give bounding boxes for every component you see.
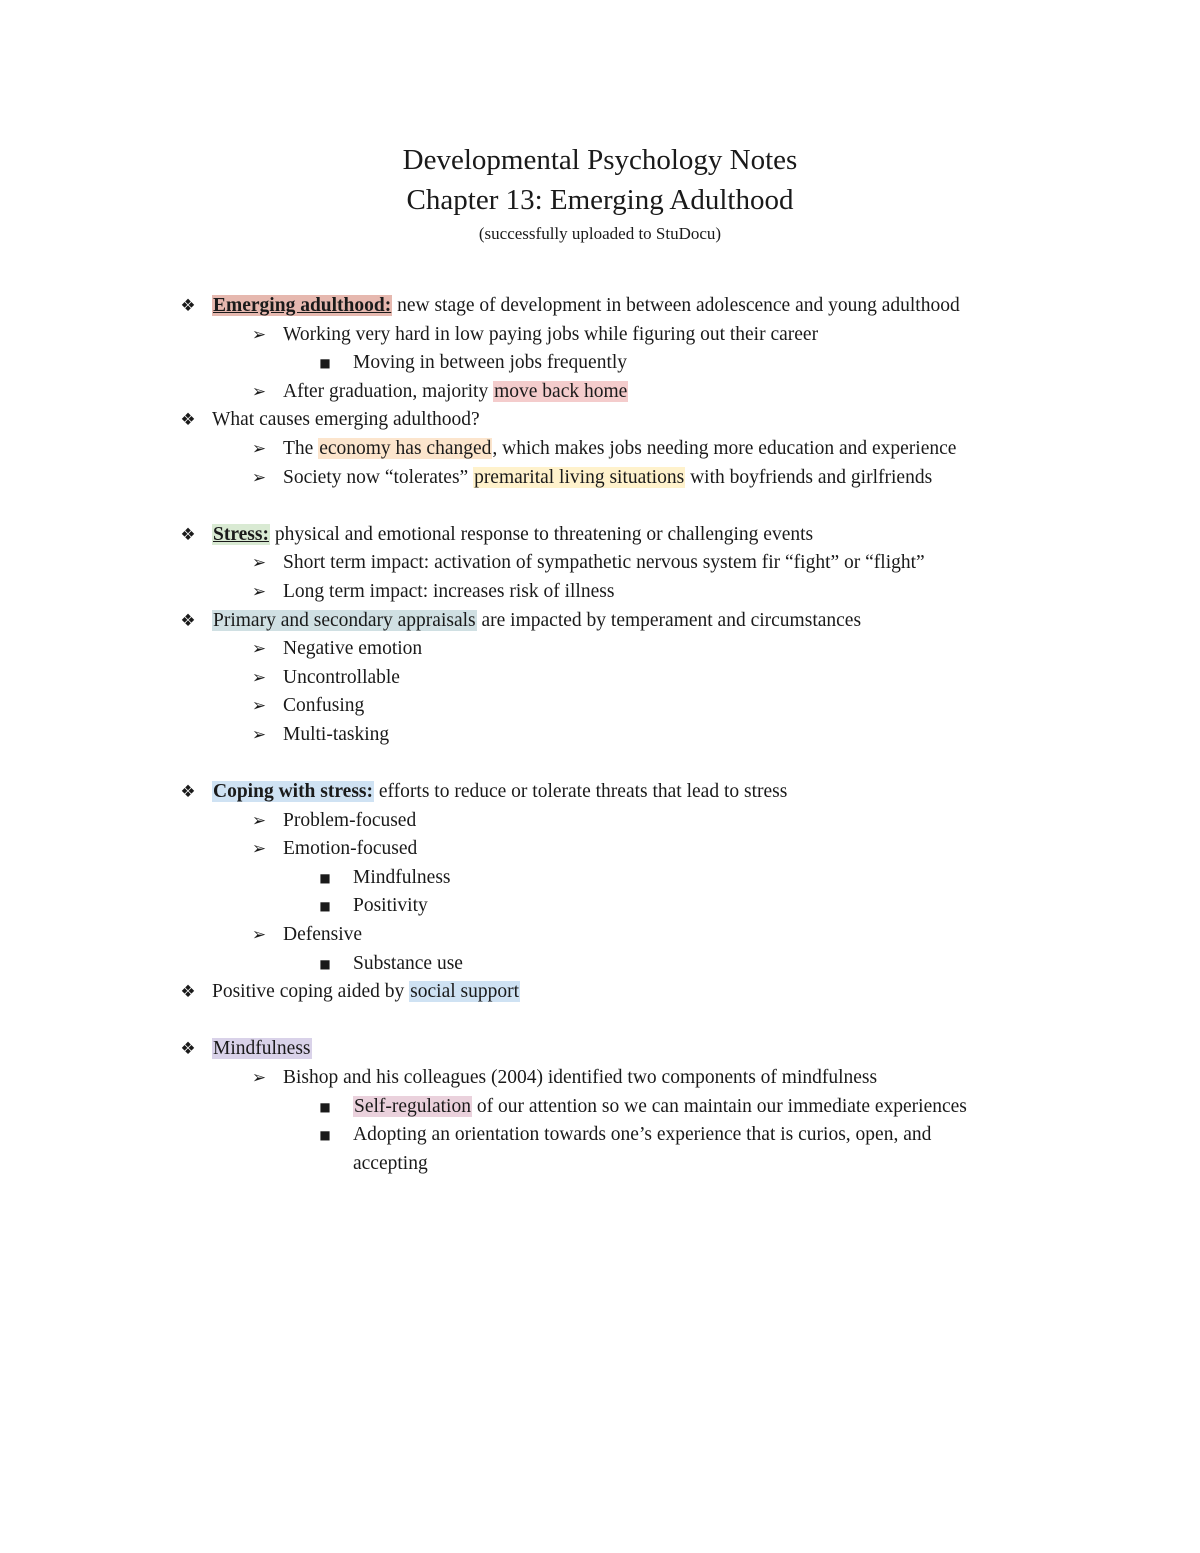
blank-line	[0, 1007, 1200, 1036]
chapter-title: Chapter 13: Emerging Adulthood	[406, 184, 794, 216]
item-text	[212, 978, 520, 1007]
text-segment: physical and emotional response to threatening or challenging events	[269, 523, 814, 545]
item-text	[283, 549, 925, 578]
diamond-bullet-icon: ❖	[180, 610, 196, 631]
list-item-level-2	[0, 549, 1200, 578]
list-item-level-2	[0, 578, 1200, 607]
list-item-level-3	[0, 892, 1200, 921]
text-segment: Negative emotion	[283, 638, 423, 660]
item-text	[283, 692, 364, 721]
item-text	[212, 406, 480, 435]
arrow-bullet-icon: ➢	[251, 324, 267, 345]
arrow-bullet-icon: ➢	[251, 581, 267, 602]
diamond-bullet-icon: ❖	[180, 524, 196, 545]
text-segment: The	[283, 437, 319, 459]
text-segment: efforts to reduce or tolerate threats that lead to stress	[374, 781, 788, 803]
diamond-bullet-icon: ❖	[180, 1039, 196, 1060]
item-text	[283, 635, 422, 664]
item-text	[283, 578, 614, 607]
arrow-bullet-icon: ➢	[251, 810, 267, 831]
list-item-level-2	[0, 664, 1200, 693]
list-item-level-3	[0, 864, 1200, 893]
list-item-level-1	[0, 1035, 1200, 1064]
arrow-bullet-icon: ➢	[251, 438, 267, 459]
item-text	[283, 664, 400, 693]
text-segment: new stage of development in between adolescence and young adulthood	[392, 295, 960, 316]
highlighted-term: Emerging adulthood:	[213, 295, 392, 316]
highlighted-term: Self-regulation	[354, 1095, 471, 1117]
document-header	[0, 140, 1200, 246]
text-segment: are impacted by temperament and circumstances	[476, 609, 862, 631]
item-text	[283, 835, 417, 864]
item-text	[212, 521, 813, 550]
notes-outline	[0, 292, 1200, 1178]
text-segment: Short term impact: activation of sympathetic nervous system fir “fight” or “flight”	[283, 552, 925, 574]
square-bullet-icon: ■	[319, 870, 331, 885]
list-item-level-2	[0, 464, 1200, 493]
item-text	[283, 435, 956, 464]
list-item-level-2	[0, 835, 1200, 864]
highlighted-term: premarital living situations	[474, 466, 685, 488]
list-item-level-3	[0, 1093, 1200, 1122]
list-item-level-1	[0, 521, 1200, 550]
text-segment: Bishop and his colleagues (2004) identified two components of mindfulness	[283, 1067, 878, 1089]
text-segment: Long term impact: increases risk of illness	[283, 580, 615, 602]
item-text	[212, 778, 787, 807]
list-item-level-2	[0, 378, 1200, 407]
list-item-level-2	[0, 807, 1200, 836]
text-segment: Working very hard in low paying jobs while figuring out their career	[283, 323, 819, 345]
list-item-level-2	[0, 1064, 1200, 1093]
item-text	[212, 1035, 312, 1064]
arrow-bullet-icon: ➢	[251, 381, 267, 402]
list-item-level-2	[0, 692, 1200, 721]
item-text	[283, 378, 628, 407]
text-segment: What causes emerging adulthood?	[212, 409, 480, 431]
arrow-bullet-icon: ➢	[251, 696, 267, 717]
text-segment: Confusing	[283, 695, 365, 717]
blank-line	[0, 750, 1200, 779]
arrow-bullet-icon: ➢	[251, 667, 267, 688]
item-text	[212, 607, 861, 636]
highlighted-term: economy has changed	[319, 437, 492, 459]
diamond-bullet-icon: ❖	[180, 982, 196, 1003]
list-item-level-3	[0, 950, 1200, 979]
arrow-bullet-icon: ➢	[251, 553, 267, 574]
item-text	[283, 464, 932, 493]
list-item-level-1	[0, 978, 1200, 1007]
list-item-level-1	[0, 292, 1200, 321]
list-item-level-2	[0, 635, 1200, 664]
item-text	[353, 349, 627, 378]
list-item-level-1	[0, 406, 1200, 435]
square-bullet-icon: ■	[319, 899, 331, 914]
item-text	[353, 1121, 931, 1150]
square-bullet-icon: ■	[319, 1128, 331, 1143]
text-segment: Society now “tolerates”	[283, 466, 474, 488]
arrow-bullet-icon: ➢	[251, 839, 267, 860]
item-text	[353, 892, 428, 921]
highlighted-term: social support	[410, 981, 520, 1003]
text-segment: Adopting an orientation towards one’s experience that is curios, open, and	[353, 1124, 932, 1146]
text-segment: accepting	[353, 1152, 428, 1174]
item-text	[283, 1064, 877, 1093]
item-text	[212, 292, 960, 321]
text-segment: with boyfriends and girlfriends	[685, 466, 933, 488]
text-segment: Multi-tasking	[283, 723, 390, 745]
list-item-continuation	[0, 1150, 1200, 1179]
item-text	[283, 721, 389, 750]
text-segment: Emotion-focused	[283, 838, 418, 860]
document-title: Developmental Psychology Notes	[402, 144, 798, 176]
list-item-level-1	[0, 607, 1200, 636]
highlighted-term: Coping with stress:	[213, 781, 373, 803]
item-text	[283, 921, 362, 950]
highlighted-term: Mindfulness	[213, 1038, 311, 1060]
arrow-bullet-icon: ➢	[251, 925, 267, 946]
list-item-level-2	[0, 921, 1200, 950]
list-item-level-2	[0, 435, 1200, 464]
square-bullet-icon: ■	[319, 356, 331, 371]
text-segment: of our attention so we can maintain our immediate experiences	[471, 1095, 967, 1117]
text-segment: After graduation, majority	[283, 380, 494, 402]
text-segment: Positivity	[353, 895, 428, 917]
highlighted-term: Primary and secondary appraisals	[213, 609, 476, 631]
text-segment: Defensive	[283, 924, 363, 946]
item-text	[353, 864, 451, 893]
highlighted-term: move back home	[494, 380, 628, 402]
list-item-level-1	[0, 778, 1200, 807]
diamond-bullet-icon: ❖	[180, 410, 196, 431]
arrow-bullet-icon: ➢	[251, 639, 267, 660]
item-text	[283, 321, 818, 350]
text-segment: Positive coping aided by	[212, 981, 410, 1003]
list-item-level-3	[0, 349, 1200, 378]
item-text	[353, 950, 463, 979]
arrow-bullet-icon: ➢	[251, 1068, 267, 1089]
arrow-bullet-icon: ➢	[251, 724, 267, 745]
item-text	[353, 1093, 967, 1122]
text-segment: , which makes jobs needing more education and experience	[492, 437, 957, 459]
list-item-level-3	[0, 1121, 1200, 1150]
square-bullet-icon: ■	[319, 956, 331, 971]
text-segment: Moving in between jobs frequently	[353, 352, 628, 374]
upload-note: (successfully uploaded to StuDocu)	[478, 224, 722, 243]
text-segment: Uncontrollable	[283, 666, 400, 688]
diamond-bullet-icon: ❖	[180, 782, 196, 803]
item-text	[283, 807, 416, 836]
blank-line	[0, 492, 1200, 521]
square-bullet-icon: ■	[319, 1099, 331, 1114]
text-segment: Mindfulness	[353, 866, 451, 888]
diamond-bullet-icon: ❖	[180, 296, 196, 316]
list-item-level-2	[0, 321, 1200, 350]
text-segment: Substance use	[353, 952, 463, 974]
highlighted-term: Stress:	[213, 523, 269, 545]
arrow-bullet-icon: ➢	[251, 467, 267, 488]
list-item-level-2	[0, 721, 1200, 750]
text-segment: Problem-focused	[283, 809, 417, 831]
item-text	[353, 1150, 428, 1179]
